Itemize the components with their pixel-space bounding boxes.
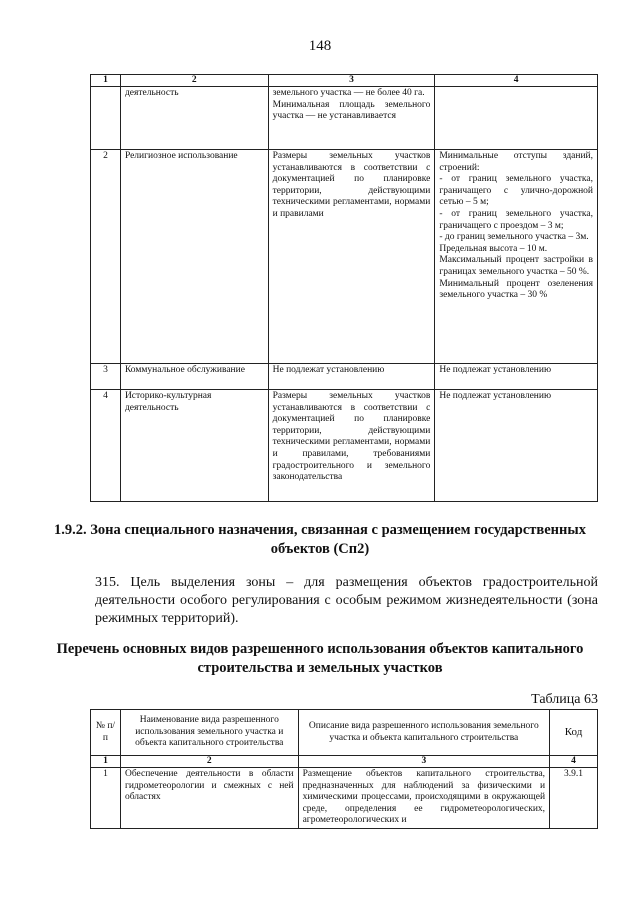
column-number: 1 [91,756,121,768]
params-line: - от границ земельного участка, граничащего с улично-дорожной сетью – 5 м; [439,174,593,208]
use-params: Не подлежат установлению [435,390,598,502]
zone-table-continued [90,74,598,502]
description-line: земельного участка — не более 40 га. [272,88,425,98]
use-params [435,150,598,364]
column-number-row [91,75,598,87]
use-name: деятельность [120,87,268,150]
use-params [435,87,598,150]
column-number: 3 [298,756,549,768]
column-number: 2 [120,756,298,768]
params-line: Минимальный процент озеленения земельного участка – 30 % [439,278,593,301]
table-row [91,150,598,364]
use-description [268,87,435,150]
use-code: 3.9.1 [550,768,598,829]
table-row [91,768,598,829]
use-description: Размеры земельных участков устанавливаются в соответствии с документацией по планировке территории, действующими техническими регламентами, нормами и правилами [268,150,435,364]
use-name: Обеспечение деятельности в области гидрометеорологии и смежных с ней областях [120,768,298,829]
column-number: 1 [91,75,121,87]
table-row [91,87,598,150]
column-number: 4 [435,75,598,87]
table-row [91,390,598,502]
row-number: 2 [91,150,121,364]
description-line: Минимальная площадь земельного участка — не устанавливается [272,99,431,122]
row-number: 1 [91,768,121,829]
use-name: Религиозное использование [120,150,268,364]
list-heading: Перечень основных видов разрешенного использования объектов капитального строительства и земельных участков [56,641,584,676]
params-line: - до границ земельного участка – 3м. [439,232,589,243]
column-number: 2 [120,75,268,87]
use-name: Коммунальное обслуживание [120,364,268,390]
table-caption: Таблица 63 [531,692,598,707]
header-row [91,710,598,756]
header-num: № п/п [91,710,121,756]
use-description: Не подлежат установлению [268,364,435,390]
table-row [91,364,598,390]
page-number: 148 [308,38,332,54]
params-line: Минимальные отступы зданий, строений: [439,151,593,173]
use-params: Не подлежат установлению [435,364,598,390]
params-line: Максимальный процент застройки в границах земельного участка – 50 %. [439,255,593,277]
paragraph-315: 315. Цель выделения зоны – для размещения объектов градостроительной деятельности особого регулирования с особым режимом жизнедеятельности (зона режимных территорий). [95,575,598,626]
column-number-row [91,756,598,768]
column-number: 3 [268,75,435,87]
use-description: Размещение объектов капитального строительства, предназначенных для наблюдений за физическими и химическими процессами, происходящими в окружающей среде, определения ее гидрометеорологических, агрометеорологических и [298,768,549,829]
use-name: Историко-культурная деятельность [120,390,268,502]
section-title: 1.9.2. Зона специального назначения, связанная с размещением государственных объектов (Сп2) [54,522,586,557]
params-line: Предельная высота – 10 м. [439,243,548,254]
permitted-uses-table [90,709,598,829]
params-line: - от границ земельного участка, граничащего с проездом – 3 м; [439,208,593,231]
row-number: 4 [91,390,121,502]
header-code: Код [550,710,598,756]
header-description: Описание вида разрешенного использования земельного участка и объекта капитального строительства [298,710,549,756]
row-number [91,87,121,150]
use-description: Размеры земельных участков устанавливаются в соответствии с документацией по планировке территории, действующими техническими регламентами, нормами и правилами, требованиями градостроительного и земельного законодательства [268,390,435,502]
column-number: 4 [550,756,598,768]
row-number: 3 [91,364,121,390]
header-name: Наименование вида разрешенного использования земельного участка и объекта капитального строительства [120,710,298,756]
